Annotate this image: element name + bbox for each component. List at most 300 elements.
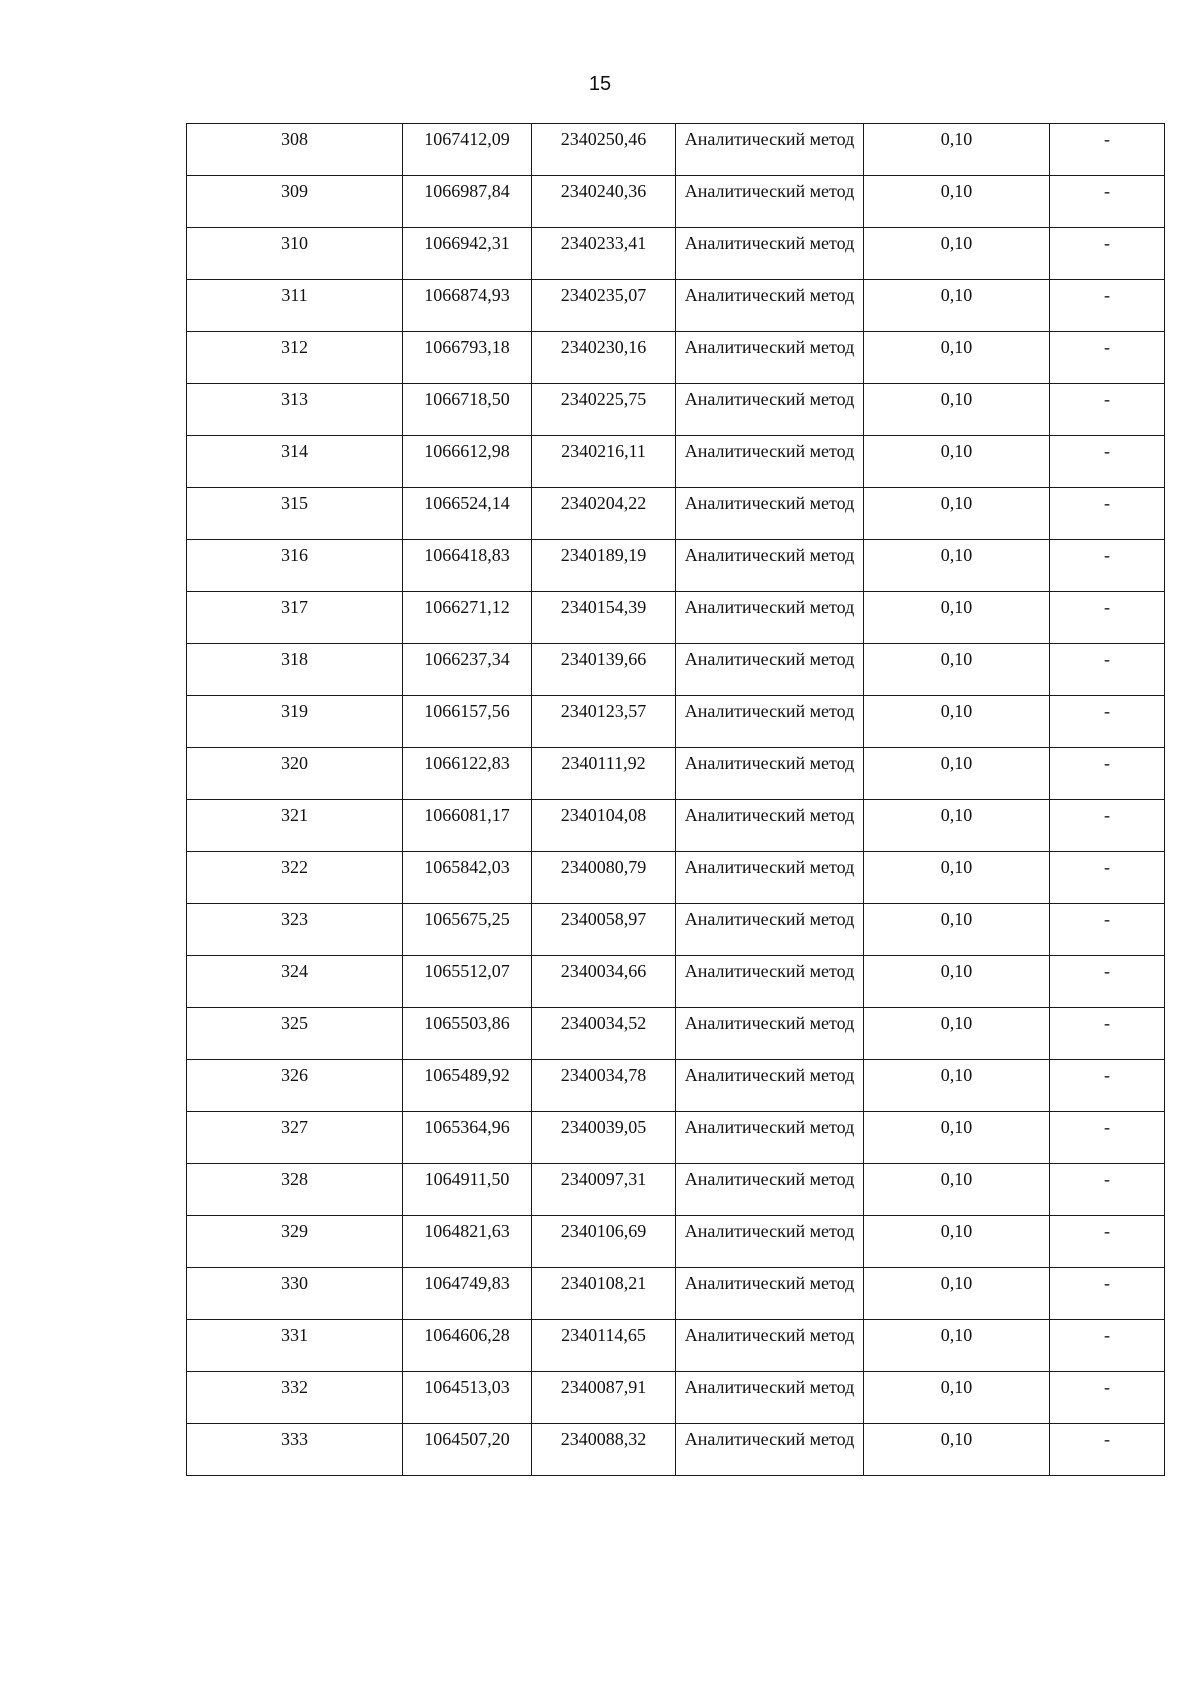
method-cell [676,1268,864,1320]
y-coordinate-cell-text: 2340230,16 [560,337,647,357]
point-number-cell [187,592,403,644]
table-row [187,124,1165,176]
method-cell-text: Аналитический метод [684,129,855,149]
note-cell [1050,800,1165,852]
y-coordinate-cell [532,332,676,384]
note-cell-text: - [1104,337,1110,357]
point-number-cell-text: 332 [281,1377,308,1397]
table-row [187,280,1165,332]
x-coordinate-cell-text: 1066612,98 [424,441,510,461]
method-cell [676,384,864,436]
x-coordinate-cell [403,1164,532,1216]
method-cell-text: Аналитический метод [684,649,855,669]
point-number-cell [187,1216,403,1268]
x-coordinate-cell-text: 1064606,28 [424,1325,510,1345]
y-coordinate-cell [532,540,676,592]
accuracy-cell [864,644,1050,696]
point-number-cell [187,644,403,696]
point-number-cell-text: 313 [281,389,308,409]
note-cell-text: - [1104,909,1110,929]
note-cell-text: - [1104,649,1110,669]
note-cell [1050,696,1165,748]
x-coordinate-cell-text: 1066237,34 [424,649,510,669]
point-number-cell-text: 312 [281,337,308,357]
y-coordinate-cell [532,748,676,800]
method-cell [676,280,864,332]
y-coordinate-cell-text: 2340108,21 [560,1273,647,1293]
x-coordinate-cell [403,852,532,904]
x-coordinate-cell [403,696,532,748]
note-cell [1050,1060,1165,1112]
accuracy-cell-text: 0,10 [940,753,973,773]
note-cell [1050,904,1165,956]
method-cell [676,1060,864,1112]
method-cell-text: Аналитический метод [684,233,855,253]
method-cell [676,176,864,228]
note-cell-text: - [1104,285,1110,305]
accuracy-cell-text: 0,10 [940,1221,973,1241]
accuracy-cell [864,1164,1050,1216]
accuracy-cell [864,384,1050,436]
accuracy-cell [864,488,1050,540]
note-cell [1050,852,1165,904]
method-cell-text: Аналитический метод [684,1169,855,1189]
y-coordinate-cell [532,1424,676,1476]
method-cell [676,1320,864,1372]
point-number-cell-text: 322 [281,857,308,877]
point-number-cell [187,1268,403,1320]
x-coordinate-cell-text: 1065675,25 [424,909,510,929]
method-cell-text: Аналитический метод [684,961,855,981]
accuracy-cell-text: 0,10 [940,233,973,253]
accuracy-cell [864,1372,1050,1424]
accuracy-cell-text: 0,10 [940,1117,973,1137]
method-cell [676,956,864,1008]
note-cell-text: - [1104,961,1110,981]
method-cell [676,1372,864,1424]
accuracy-cell-text: 0,10 [940,441,973,461]
table-row [187,384,1165,436]
note-cell-text: - [1104,389,1110,409]
y-coordinate-cell [532,1008,676,1060]
note-cell-text: - [1104,1377,1110,1397]
accuracy-cell-text: 0,10 [940,181,973,201]
note-cell-text: - [1104,857,1110,877]
note-cell [1050,1320,1165,1372]
y-coordinate-cell-text: 2340097,31 [560,1169,647,1189]
method-cell-text: Аналитический метод [684,1065,855,1085]
note-cell [1050,332,1165,384]
accuracy-cell-text: 0,10 [940,649,973,669]
table-row [187,644,1165,696]
y-coordinate-cell-text: 2340216,11 [561,441,646,461]
y-coordinate-cell [532,696,676,748]
x-coordinate-cell [403,124,532,176]
point-number-cell-text: 330 [281,1273,308,1293]
y-coordinate-cell-text: 2340114,65 [561,1325,646,1345]
method-cell [676,436,864,488]
y-coordinate-cell-text: 2340088,32 [560,1429,647,1449]
note-cell-text: - [1104,233,1110,253]
note-cell-text: - [1104,1429,1110,1449]
accuracy-cell [864,436,1050,488]
accuracy-cell-text: 0,10 [940,1325,973,1345]
page-number: 15 [588,73,612,95]
accuracy-cell-text: 0,10 [940,389,973,409]
note-cell [1050,436,1165,488]
method-cell-text: Аналитический метод [684,857,855,877]
note-cell-text: - [1104,1013,1110,1033]
note-cell [1050,1424,1165,1476]
y-coordinate-cell [532,852,676,904]
note-cell [1050,956,1165,1008]
x-coordinate-cell-text: 1064821,63 [424,1221,510,1241]
point-number-cell [187,540,403,592]
accuracy-cell [864,124,1050,176]
y-coordinate-cell [532,228,676,280]
y-coordinate-cell [532,1372,676,1424]
table-row [187,800,1165,852]
x-coordinate-cell [403,956,532,1008]
method-cell-text: Аналитический метод [684,1377,855,1397]
x-coordinate-cell-text: 1066987,84 [424,181,510,201]
y-coordinate-cell-text: 2340058,97 [560,909,647,929]
method-cell-text: Аналитический метод [684,701,855,721]
method-cell [676,332,864,384]
point-number-cell [187,904,403,956]
accuracy-cell [864,176,1050,228]
x-coordinate-cell [403,332,532,384]
accuracy-cell [864,332,1050,384]
note-cell-text: - [1104,701,1110,721]
note-cell-text: - [1104,493,1110,513]
coordinates-table [186,123,1165,1476]
x-coordinate-cell [403,1372,532,1424]
x-coordinate-cell-text: 1066524,14 [424,493,510,513]
x-coordinate-cell [403,1216,532,1268]
point-number-cell-text: 319 [281,701,308,721]
point-number-cell [187,280,403,332]
x-coordinate-cell [403,904,532,956]
method-cell [676,228,864,280]
point-number-cell-text: 326 [281,1065,308,1085]
y-coordinate-cell-text: 2340225,75 [560,389,647,409]
note-cell [1050,1164,1165,1216]
note-cell-text: - [1104,597,1110,617]
accuracy-cell [864,592,1050,644]
y-coordinate-cell-text: 2340235,07 [560,285,647,305]
accuracy-cell [864,228,1050,280]
accuracy-cell-text: 0,10 [940,1273,973,1293]
x-coordinate-cell [403,1320,532,1372]
y-coordinate-cell [532,592,676,644]
note-cell [1050,592,1165,644]
note-cell [1050,124,1165,176]
x-coordinate-cell-text: 1066718,50 [424,389,510,409]
point-number-cell [187,696,403,748]
note-cell-text: - [1104,1221,1110,1241]
x-coordinate-cell-text: 1066942,31 [424,233,510,253]
y-coordinate-cell-text: 2340034,52 [560,1013,647,1033]
point-number-cell-text: 329 [281,1221,308,1241]
point-number-cell [187,1424,403,1476]
point-number-cell-text: 318 [281,649,308,669]
method-cell [676,124,864,176]
accuracy-cell-text: 0,10 [940,337,973,357]
accuracy-cell [864,1112,1050,1164]
y-coordinate-cell [532,956,676,1008]
point-number-cell-text: 311 [281,285,308,305]
accuracy-cell-text: 0,10 [940,129,973,149]
point-number-cell [187,1060,403,1112]
y-coordinate-cell [532,1216,676,1268]
x-coordinate-cell [403,1268,532,1320]
method-cell [676,1008,864,1060]
method-cell [676,540,864,592]
accuracy-cell-text: 0,10 [940,285,973,305]
y-coordinate-cell-text: 2340233,41 [560,233,647,253]
method-cell-text: Аналитический метод [684,389,855,409]
note-cell [1050,488,1165,540]
table-row [187,1216,1165,1268]
method-cell-text: Аналитический метод [684,545,855,565]
method-cell-text: Аналитический метод [684,285,855,305]
point-number-cell [187,1008,403,1060]
table-row [187,488,1165,540]
table-row [187,332,1165,384]
point-number-cell-text: 316 [281,545,308,565]
table-row [187,436,1165,488]
method-cell-text: Аналитический метод [684,805,855,825]
table-row [187,852,1165,904]
table-row [187,1268,1165,1320]
method-cell-text: Аналитический метод [684,1117,855,1137]
x-coordinate-cell-text: 1066081,17 [424,805,510,825]
y-coordinate-cell-text: 2340189,19 [560,545,647,565]
method-cell-text: Аналитический метод [684,181,855,201]
method-cell-text: Аналитический метод [684,597,855,617]
note-cell [1050,540,1165,592]
table-row [187,592,1165,644]
method-cell-text: Аналитический метод [684,753,855,773]
point-number-cell [187,332,403,384]
x-coordinate-cell-text: 1064749,83 [424,1273,510,1293]
x-coordinate-cell [403,800,532,852]
y-coordinate-cell [532,176,676,228]
y-coordinate-cell [532,644,676,696]
point-number-cell-text: 321 [281,805,308,825]
accuracy-cell-text: 0,10 [940,597,973,617]
y-coordinate-cell-text: 2340104,08 [560,805,647,825]
point-number-cell-text: 328 [281,1169,308,1189]
method-cell [676,904,864,956]
x-coordinate-cell [403,1060,532,1112]
point-number-cell-text: 333 [281,1429,308,1449]
method-cell [676,592,864,644]
y-coordinate-cell [532,1060,676,1112]
note-cell-text: - [1104,545,1110,565]
y-coordinate-cell [532,1112,676,1164]
method-cell-text: Аналитический метод [684,1221,855,1241]
note-cell-text: - [1104,129,1110,149]
method-cell-text: Аналитический метод [684,441,855,461]
y-coordinate-cell-text: 2340204,22 [560,493,647,513]
point-number-cell [187,384,403,436]
point-number-cell [187,800,403,852]
method-cell [676,1216,864,1268]
method-cell [676,800,864,852]
accuracy-cell [864,1060,1050,1112]
table-row [187,1372,1165,1424]
x-coordinate-cell-text: 1066122,83 [424,753,510,773]
note-cell [1050,280,1165,332]
point-number-cell-text: 331 [281,1325,308,1345]
note-cell-text: - [1104,1325,1110,1345]
y-coordinate-cell-text: 2340154,39 [560,597,647,617]
accuracy-cell-text: 0,10 [940,545,973,565]
y-coordinate-cell-text: 2340111,92 [561,753,646,773]
accuracy-cell [864,1268,1050,1320]
point-number-cell [187,956,403,1008]
note-cell [1050,748,1165,800]
accuracy-cell-text: 0,10 [940,1377,973,1397]
method-cell [676,1112,864,1164]
point-number-cell-text: 310 [281,233,308,253]
x-coordinate-cell [403,1008,532,1060]
x-coordinate-cell-text: 1067412,09 [424,129,510,149]
accuracy-cell [864,540,1050,592]
point-number-cell [187,852,403,904]
x-coordinate-cell [403,176,532,228]
method-cell [676,852,864,904]
x-coordinate-cell-text: 1066271,12 [424,597,510,617]
table-row [187,1008,1165,1060]
x-coordinate-cell-text: 1064507,20 [424,1429,510,1449]
accuracy-cell [864,956,1050,1008]
table-row [187,540,1165,592]
table-row [187,176,1165,228]
point-number-cell-text: 324 [281,961,308,981]
method-cell-text: Аналитический метод [684,1013,855,1033]
accuracy-cell [864,1424,1050,1476]
table-row [187,904,1165,956]
method-cell-text: Аналитический метод [684,909,855,929]
accuracy-cell-text: 0,10 [940,493,973,513]
point-number-cell-text: 325 [281,1013,308,1033]
accuracy-cell [864,800,1050,852]
x-coordinate-cell-text: 1066793,18 [424,337,510,357]
point-number-cell-text: 309 [281,181,308,201]
table-row [187,1060,1165,1112]
point-number-cell [187,1164,403,1216]
table-row [187,956,1165,1008]
accuracy-cell-text: 0,10 [940,805,973,825]
x-coordinate-cell [403,644,532,696]
coordinates-table-body [187,124,1165,1476]
y-coordinate-cell [532,1268,676,1320]
y-coordinate-cell-text: 2340080,79 [560,857,647,877]
accuracy-cell-text: 0,10 [940,701,973,721]
point-number-cell-text: 327 [281,1117,308,1137]
y-coordinate-cell-text: 2340087,91 [560,1377,647,1397]
point-number-cell [187,176,403,228]
y-coordinate-cell [532,800,676,852]
y-coordinate-cell-text: 2340034,78 [560,1065,647,1085]
point-number-cell-text: 308 [281,129,308,149]
table-row [187,228,1165,280]
accuracy-cell-text: 0,10 [940,909,973,929]
x-coordinate-cell [403,748,532,800]
x-coordinate-cell [403,1424,532,1476]
method-cell [676,488,864,540]
x-coordinate-cell [403,436,532,488]
x-coordinate-cell-text: 1065489,92 [424,1065,510,1085]
table-row [187,748,1165,800]
x-coordinate-cell-text: 1065364,96 [424,1117,510,1137]
accuracy-cell-text: 0,10 [940,961,973,981]
accuracy-cell-text: 0,10 [940,1013,973,1033]
accuracy-cell-text: 0,10 [940,1065,973,1085]
y-coordinate-cell [532,280,676,332]
point-number-cell-text: 314 [281,441,308,461]
y-coordinate-cell-text: 2340250,46 [560,129,647,149]
accuracy-cell [864,852,1050,904]
method-cell-text: Аналитический метод [684,1325,855,1345]
point-number-cell [187,1320,403,1372]
note-cell [1050,644,1165,696]
method-cell [676,748,864,800]
accuracy-cell [864,1008,1050,1060]
note-cell [1050,384,1165,436]
note-cell-text: - [1104,1273,1110,1293]
x-coordinate-cell [403,488,532,540]
point-number-cell [187,1372,403,1424]
y-coordinate-cell [532,488,676,540]
x-coordinate-cell-text: 1066874,93 [424,285,510,305]
method-cell [676,1164,864,1216]
note-cell [1050,1008,1165,1060]
method-cell [676,644,864,696]
point-number-cell-text: 320 [281,753,308,773]
x-coordinate-cell [403,592,532,644]
y-coordinate-cell-text: 2340034,66 [560,961,647,981]
y-coordinate-cell [532,436,676,488]
method-cell-text: Аналитический метод [684,1273,855,1293]
accuracy-cell [864,1216,1050,1268]
y-coordinate-cell-text: 2340106,69 [560,1221,647,1241]
table-row [187,1164,1165,1216]
x-coordinate-cell [403,228,532,280]
x-coordinate-cell-text: 1065512,07 [424,961,510,981]
x-coordinate-cell-text: 1066157,56 [424,701,510,721]
accuracy-cell [864,748,1050,800]
accuracy-cell [864,904,1050,956]
x-coordinate-cell-text: 1066418,83 [424,545,510,565]
y-coordinate-cell [532,384,676,436]
accuracy-cell [864,696,1050,748]
point-number-cell [187,124,403,176]
y-coordinate-cell [532,1320,676,1372]
table-row [187,1424,1165,1476]
note-cell [1050,1112,1165,1164]
point-number-cell-text: 323 [281,909,308,929]
table-row [187,1320,1165,1372]
x-coordinate-cell [403,280,532,332]
y-coordinate-cell [532,1164,676,1216]
note-cell [1050,1216,1165,1268]
accuracy-cell [864,1320,1050,1372]
method-cell-text: Аналитический метод [684,1429,855,1449]
